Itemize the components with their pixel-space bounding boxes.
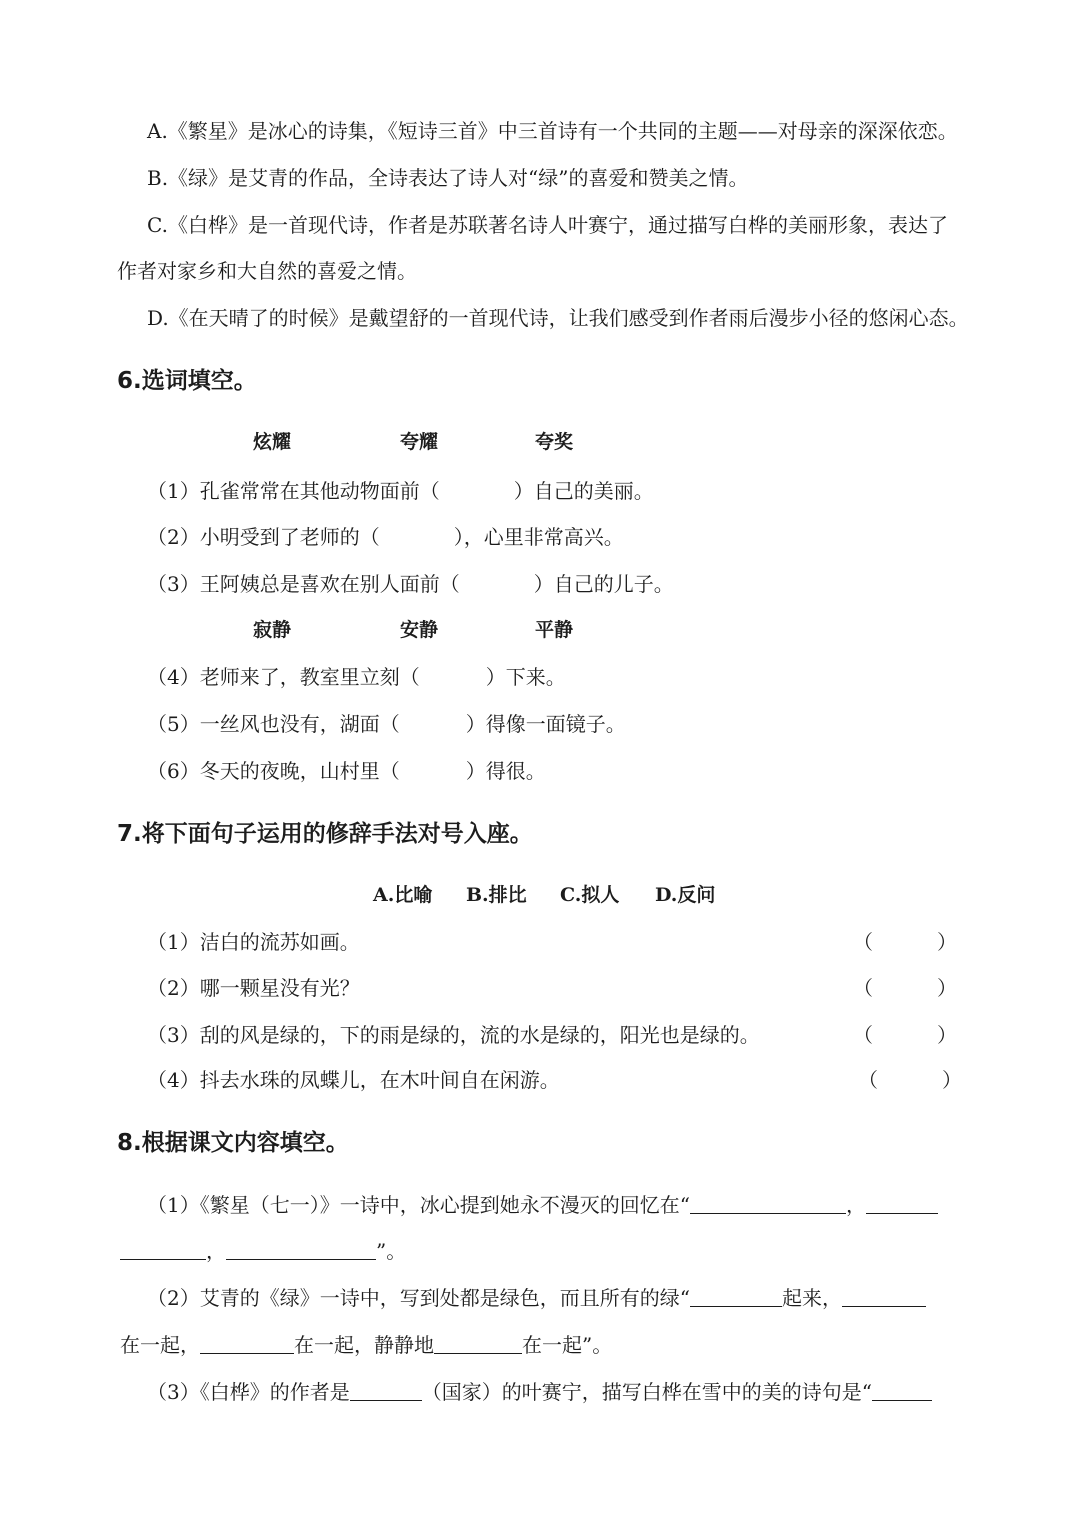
q7-item-3: （3）刮的风是绿的，下的雨是绿的，流的水是绿的，阳光也是绿的。 [147,1023,760,1047]
q8-item-3-blank-country[interactable] [350,1380,422,1401]
q5-option-a: A.《繁星》是冰心的诗集，《短诗三首》中三首诗有一个共同的主题——对母亲的深深依恋。 [147,119,958,143]
q6-item-6-pre: （6）冬天的夜晚，山村里（ [147,759,400,783]
q7-item-4-paren-close: ） [942,1068,962,1092]
q7-item-1: （1）洁白的流苏如画。 [147,930,360,954]
q8-item-1-blank-2[interactable] [866,1193,938,1214]
q8-item-3-line1 [147,1378,932,1406]
q8-item-1-text: （1）《繁星（七一）》一诗中，冰心提到她永不漫灭的回忆在“ [147,1193,690,1217]
q6-word-2: 夸耀 [400,431,439,453]
q7-item-3-paren-close: ） [937,1023,957,1047]
q6-word-4: 寂静 [253,619,292,641]
q8-item-1-blank-1[interactable] [690,1193,846,1214]
q6-item-3 [147,570,674,598]
q5-option-c-line1: C.《白桦》是一首现代诗，作者是苏联著名诗人叶赛宁，通过描写白桦的美丽形象，表达了 [147,213,948,237]
q6-item-2 [147,523,624,551]
q7-item-2: （2）哪一颗星没有光？ [147,976,360,1000]
q8-heading: 8.根据课文内容填空。 [117,1130,349,1156]
q7-heading: 7.将下面句子运用的修辞手法对号入座。 [117,821,533,847]
q6-item-5-pre: （5）一丝风也没有，湖面（ [147,712,400,736]
q8-item-2-text-b: 起来， [781,1286,842,1310]
q8-item-1-blank-2-cont[interactable] [120,1239,206,1260]
q7-option-b: B.排比 [466,884,527,906]
q8-item-1-blank-3[interactable] [226,1239,376,1260]
q8-item-1-comma: ， [845,1193,866,1217]
q8-item-3-blank-verse[interactable] [872,1380,932,1401]
q8-item-1-line1 [147,1191,938,1219]
q8-item-2-text: （2）艾青的《绿》一诗中，写到处都是绿色，而且所有的绿“ [147,1286,690,1310]
q6-item-2-pre: （2）小明受到了老师的（ [147,525,380,549]
q6-heading: 6.选词填空。 [117,368,257,394]
q7-option-c: C.拟人 [560,884,620,906]
q5-option-d: D.《在天晴了的时候》是戴望舒的一首现代诗，让我们感受到作者雨后漫步小径的悠闲心态。 [147,306,969,330]
q8-item-2-blank-1[interactable] [690,1286,782,1307]
q6-item-2-post: ），心里非常高兴。 [453,525,624,549]
q6-word-1: 炫耀 [253,431,292,453]
q6-word-3: 夸奖 [535,431,574,453]
q7-option-d: D.反问 [655,884,716,906]
q7-item-1-paren-open: （ [853,930,873,954]
q6-item-3-post: ）自己的儿子。 [533,572,674,596]
q6-word-6: 平静 [535,619,574,641]
q8-item-1-comma-2: ， [206,1239,226,1263]
q6-item-6-post: ）得很。 [465,759,546,783]
q5-option-c-line2: 作者对家乡和大自然的喜爱之情。 [117,259,417,283]
q6-item-4-post: ）下来。 [485,665,566,689]
q8-item-2-blank-3[interactable] [200,1333,294,1354]
q7-item-4-paren-open: （ [858,1068,878,1092]
q6-item-6 [147,757,546,785]
q8-item-2-line2 [120,1331,612,1359]
q8-item-2-blank-2[interactable] [842,1286,926,1307]
q8-item-2-line1 [147,1284,926,1312]
q7-item-1-paren-close: ） [937,930,957,954]
q8-item-3-text-b: （国家）的叶赛宁，描写白桦在雪中的美的诗句是“ [421,1380,872,1404]
q8-item-1-line2 [120,1237,406,1265]
q8-item-1-end: ”。 [376,1239,407,1263]
q6-item-1 [147,477,654,505]
q6-item-3-pre: （3）王阿姨总是喜欢在别人面前（ [147,572,460,596]
q8-item-2-text-e: 在一起”。 [522,1333,613,1357]
q6-item-5-post: ）得像一面镜子。 [465,712,626,736]
q6-item-1-pre: （1）孔雀常常在其他动物面前（ [147,479,440,503]
q7-item-4: （4）抖去水珠的凤蝶儿，在木叶间自在闲游。 [147,1068,560,1092]
q8-item-2-text-c: 在一起， [120,1333,200,1357]
q8-item-2-blank-4[interactable] [434,1333,522,1354]
q6-item-5 [147,710,626,738]
q7-option-a: A.比喻 [373,884,433,906]
q6-word-5: 安静 [400,619,439,641]
q7-item-2-paren-open: （ [853,976,873,1000]
q5-option-b: B.《绿》是艾青的作品，全诗表达了诗人对“绿”的喜爱和赞美之情。 [147,166,749,190]
q7-item-2-paren-close: ） [937,976,957,1000]
q6-item-4-pre: （4）老师来了，教室里立刻（ [147,665,420,689]
q7-item-3-paren-open: （ [853,1023,873,1047]
q8-item-3-text: （3）《白桦》的作者是 [147,1380,350,1404]
q6-item-4 [147,663,566,691]
q8-item-2-text-d: 在一起，静静地 [294,1333,434,1357]
q6-item-1-post: ）自己的美丽。 [513,479,654,503]
